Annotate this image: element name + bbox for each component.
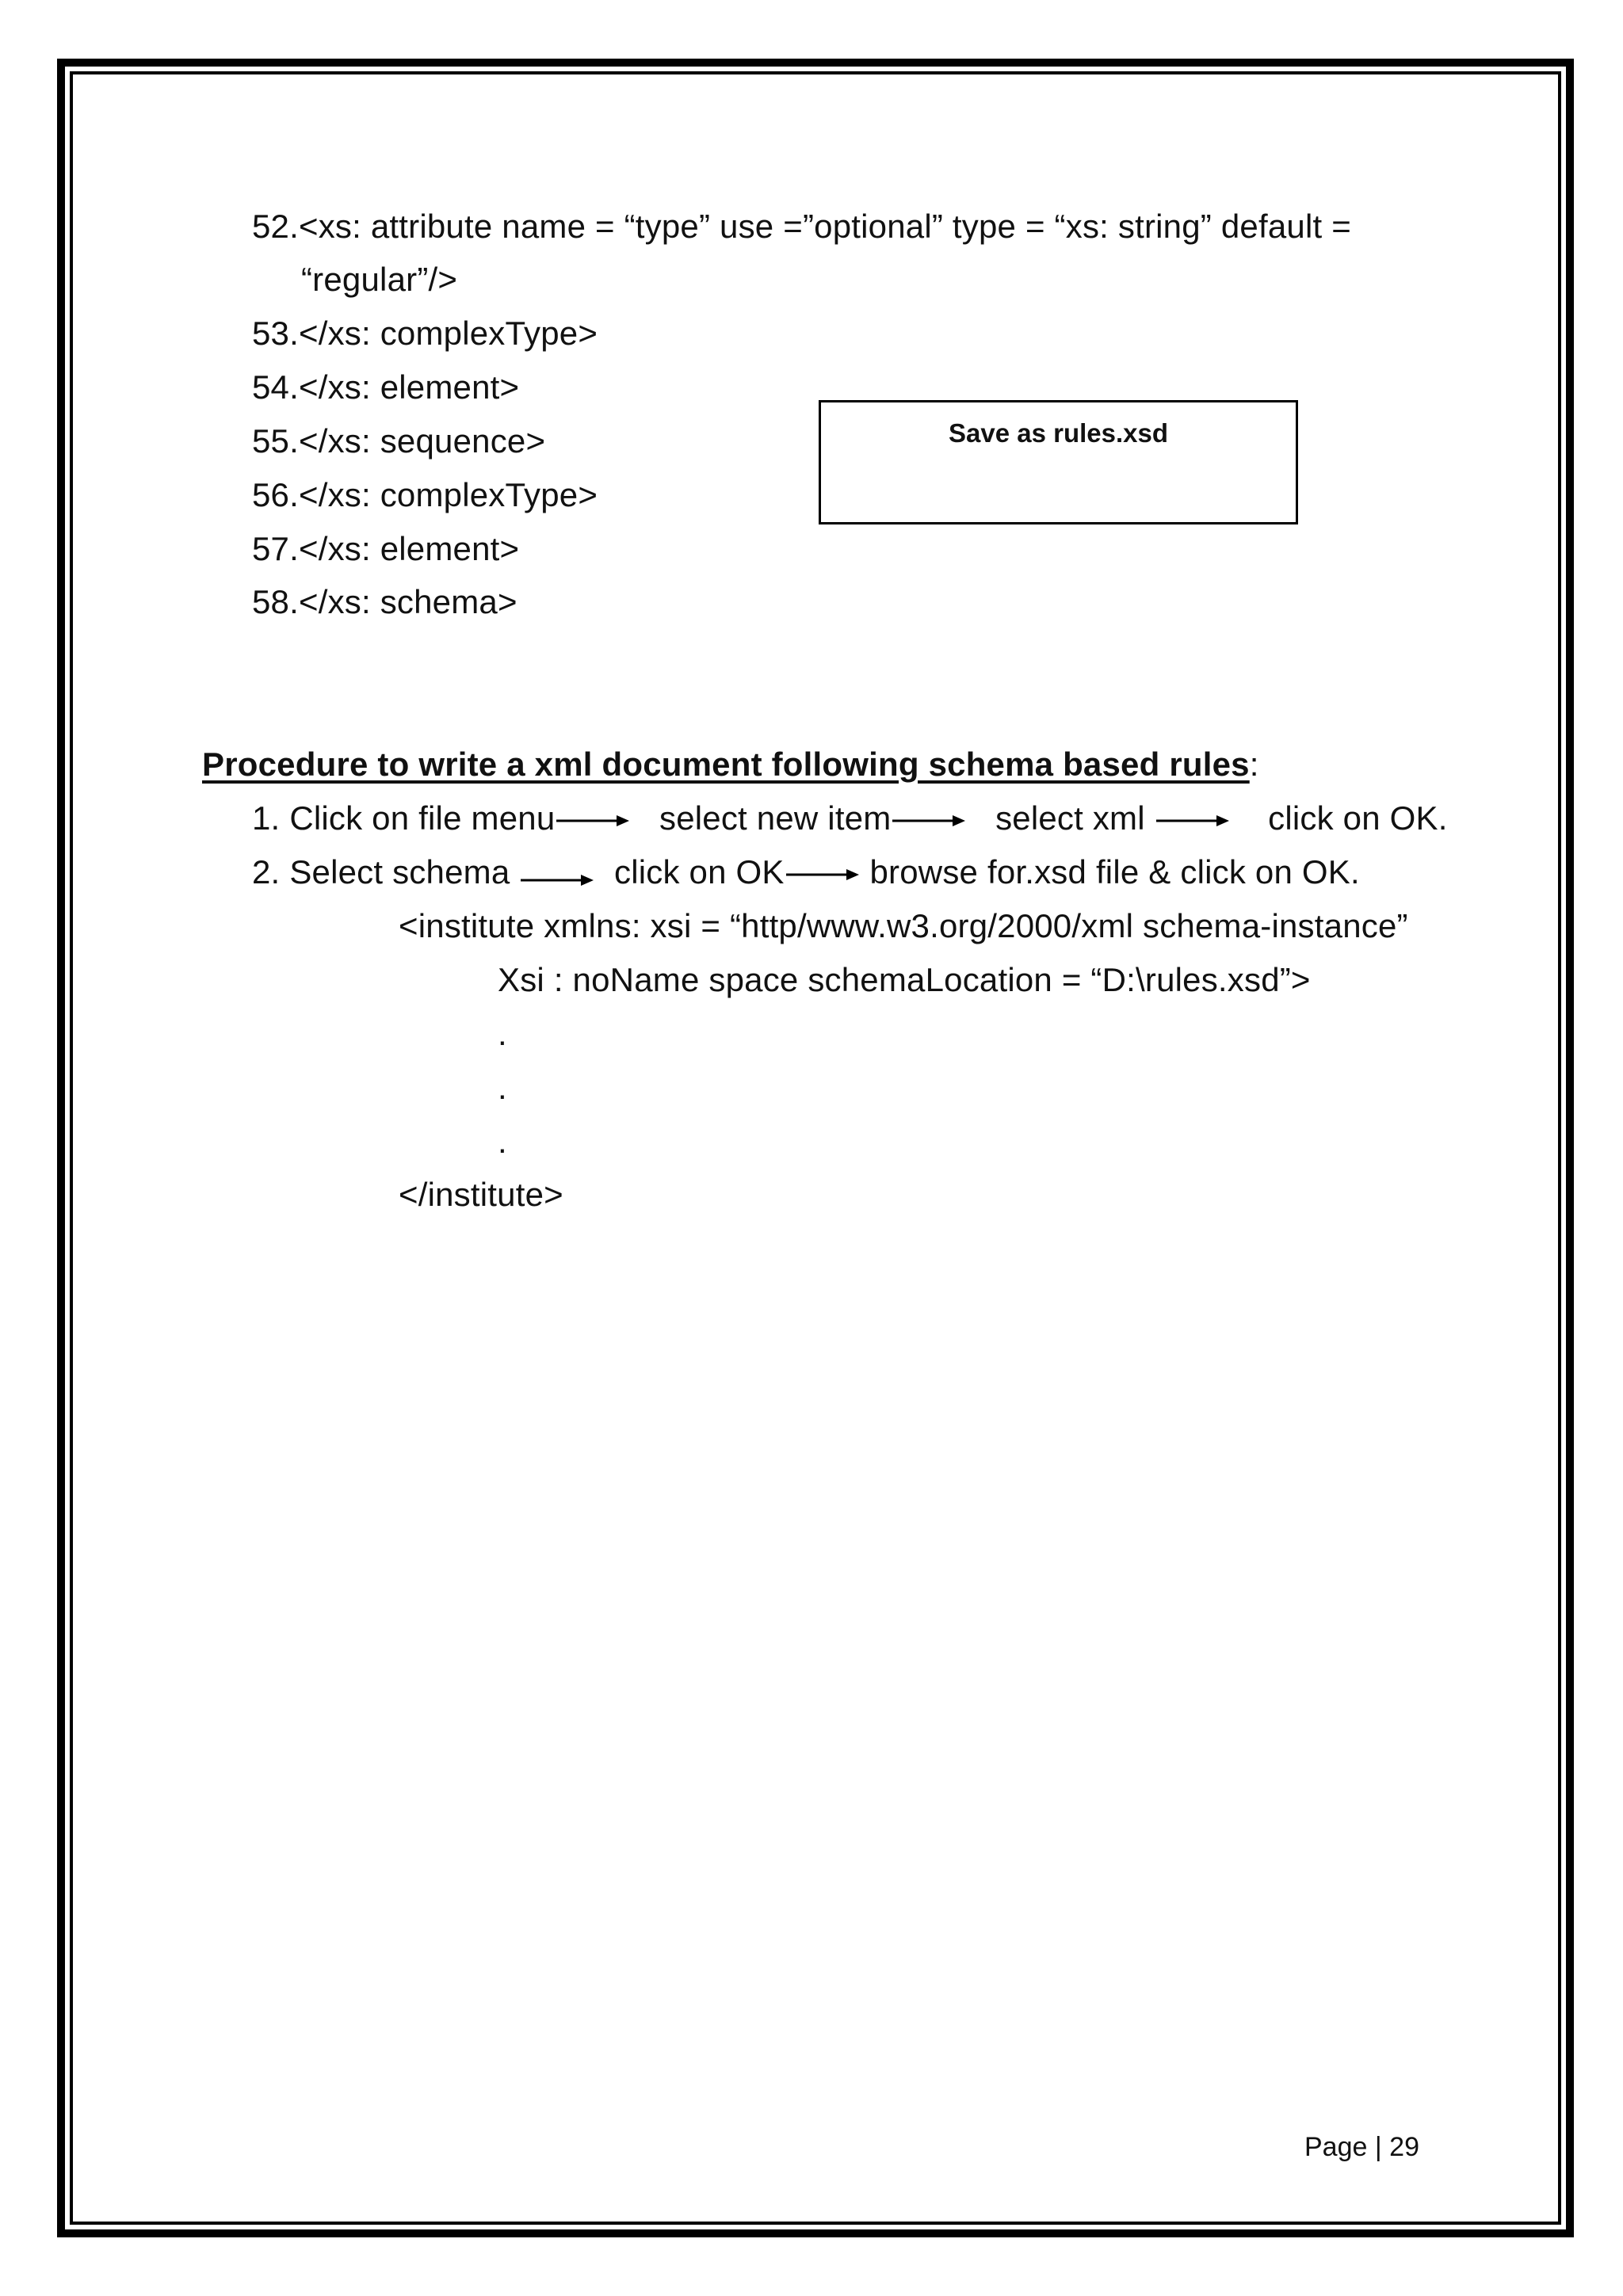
right-arrow-icon bbox=[1155, 813, 1231, 829]
code-line-55: 55.</xs: sequence> bbox=[252, 422, 546, 460]
page-number: 29 bbox=[1389, 2132, 1419, 2162]
xml-line-dot-2: . bbox=[498, 1069, 507, 1106]
right-arrow-icon bbox=[519, 872, 595, 888]
step-2-number: 2. bbox=[252, 853, 281, 891]
xml-line-close: </institute> bbox=[399, 1176, 563, 1213]
right-arrow-icon bbox=[555, 813, 631, 829]
step-2 bbox=[252, 852, 1360, 893]
right-arrow-icon bbox=[785, 867, 861, 883]
code-line-54: 54.</xs: element> bbox=[252, 368, 520, 406]
save-note-box bbox=[819, 400, 1298, 524]
procedure-heading-colon: : bbox=[1249, 746, 1259, 783]
step-2-part-b: click on OK bbox=[614, 853, 785, 891]
procedure-heading-text: Procedure to write a xml document following schema based rules bbox=[202, 746, 1250, 783]
step-1-part-d: click on OK. bbox=[1268, 799, 1448, 837]
right-arrow-icon bbox=[891, 813, 967, 829]
page-separator: | bbox=[1374, 2132, 1382, 2162]
xml-line-location: Xsi : noName space schemaLocation = “D:\rules.xsd”> bbox=[498, 961, 1311, 998]
step-1-part-c: select xml bbox=[995, 799, 1145, 837]
code-line-57: 57.</xs: element> bbox=[252, 530, 520, 567]
step-1-part-b: select new item bbox=[659, 799, 892, 837]
step-1-part-a: Click on file menu bbox=[289, 799, 556, 837]
code-line-58: 58.</xs: schema> bbox=[252, 583, 517, 620]
code-line-52-cont: “regular”/> bbox=[301, 261, 458, 298]
step-1-number: 1. bbox=[252, 799, 281, 837]
xml-line-open: <institute xmlns: xsi = “http/www.w3.org/2000/xml schema-instance” bbox=[399, 907, 1408, 944]
page-label: Page bbox=[1304, 2132, 1368, 2162]
save-note-text: Save as rules.xsd bbox=[948, 418, 1169, 448]
code-line-53: 53.</xs: complexType> bbox=[252, 315, 598, 352]
xml-line-dot-3: . bbox=[498, 1123, 507, 1160]
code-line-56: 56.</xs: complexType> bbox=[252, 476, 598, 513]
code-line-52: 52.<xs: attribute name = “type” use =”optional” type = “xs: string” default = bbox=[252, 208, 1351, 245]
step-1 bbox=[252, 798, 1448, 839]
procedure-heading bbox=[202, 744, 1259, 785]
xml-line-dot-1: . bbox=[498, 1015, 507, 1052]
step-2-part-a: Select schema bbox=[289, 853, 510, 891]
page-footer bbox=[1304, 2130, 1419, 2164]
step-2-part-c: browse for.xsd file & click on OK. bbox=[869, 853, 1360, 891]
